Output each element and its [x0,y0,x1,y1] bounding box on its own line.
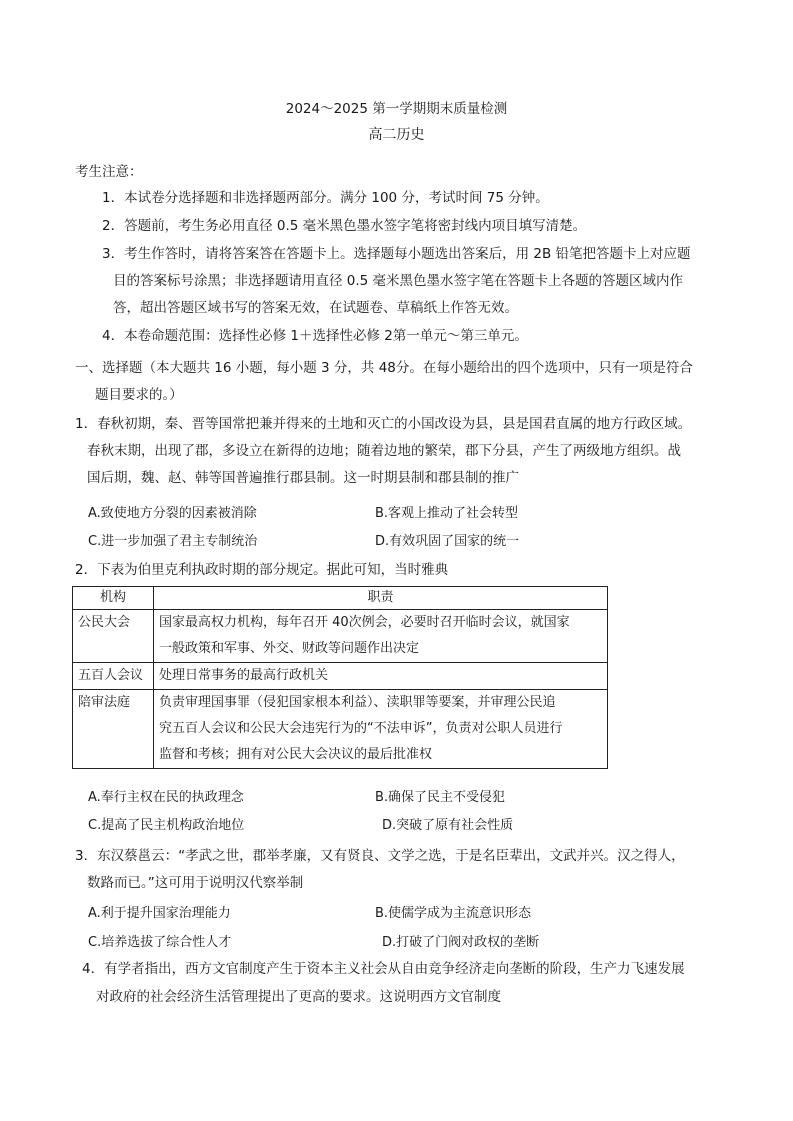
table-header-cell: 机构 [73,587,154,610]
table-row [73,690,608,769]
notice-item-cont: 目的答案标号涂黑；非选择题请用直径 0.5 毫米黑色墨水签字笔在答题卡上各题的答题区域内作 [113,273,684,289]
notice-item-cont: 答，超出答题区域书写的答案无效，在试题卷、草稿纸上作答无效。 [113,300,518,316]
org-cell: 五百人会议 [73,663,154,690]
org-cell: 陪审法庭 [73,690,154,769]
table-header-row [73,587,608,610]
question-1-stem: 国后期，魏、赵、韩等国普遍推行郡县制。这一时期县制和郡县制的推广 [87,470,519,486]
duty-cell [154,663,608,690]
regulation-table [72,586,608,769]
question-3-option-b[interactable]: B.使儒学成为主流意识形态 [375,906,532,921]
question-4-stem: 4．有学者指出，西方文官制度产生于资本主义社会从自由竞争经济走向垄断的阶段，生产力飞速发展 [82,961,685,977]
duty-line: 监督和考核；拥有对公民大会决议的最后批准权 [159,747,433,762]
exam-title: 2024～2025 第一学期期末质量检测 [285,101,508,117]
duty-line: 处理日常事务的最高行政机关 [159,668,329,683]
notice-heading: 考生注意： [75,164,143,180]
question-2-option-c[interactable]: C.提高了民主机构政治地位 [88,818,245,833]
section-heading: 一、选择题（本大题共 16 小题，每小题 3 分，共 48分。在每小题给出的四个选项中，只有一项是符合 [75,360,693,376]
exam-subject: 高二历史 [368,127,425,143]
question-2-stem: 2．下表为伯里克利执政时期的部分规定。据此可知，当时雅典 [75,562,449,578]
duty-line: 负责审理国事罪（侵犯国家根本利益）、渎职罪等要案，并审理公民追 [159,695,556,710]
notice-item: 2．答题前，考生务必用直径 0.5 毫米黑色墨水签字笔将密封线内项目填写清楚。 [102,218,587,234]
table-row [73,663,608,690]
notice-item: 4．本卷命题范围：选择性必修 1＋选择性必修 2第一单元～第三单元。 [102,328,528,344]
question-1-option-c[interactable]: C.进一步加强了君主专制统治 [88,534,258,549]
question-1-option-a[interactable]: A.致使地方分裂的因素被消除 [88,506,257,521]
question-3-option-c[interactable]: C.培养选拔了综合性人才 [88,935,232,950]
question-3-stem: 数路而已。”这可用于说明汉代察举制 [87,875,304,891]
question-2-option-d[interactable]: D.突破了原有社会性质 [382,818,514,833]
table-row [73,610,608,663]
section-heading-cont: 题目要求的。） [95,387,183,403]
question-4-stem: 对政府的社会经济生活管理提出了更高的要求。这说明西方文官制度 [96,989,501,1005]
org-cell: 公民大会 [73,610,154,663]
duty-line: 国家最高权力机构，每年召开 40次例会，必要时召开临时会议，就国家 [159,615,570,630]
notice-item: 3．考生作答时，请将答案答在答题卡上。选择题每小题选出答案后，用 2B 铅笔把答题卡上对应题 [102,246,691,262]
notice-item: 1．本试卷分选择题和非选择题两部分。满分 100 分，考试时间 75 分钟。 [102,190,549,206]
question-3-stem: 3．东汉蔡邕云：“孝武之世，郡举孝廉，又有贤良、文学之选，于是名臣辈出，文武并兴。汉之得人， [75,848,685,864]
question-1-option-b[interactable]: B.客观上推动了社会转型 [375,506,519,521]
question-1-stem: 1．春秋初期，秦、晋等国常把兼并得来的土地和灭亡的小国改设为县，县是国君直属的地方行政区域。 [75,416,692,432]
question-2-option-b[interactable]: B.确保了民主不受侵犯 [375,790,506,805]
question-1-option-d[interactable]: D.有效巩固了国家的统一 [375,534,520,549]
question-1-stem: 春秋末期，出现了郡，多设立在新得的边地；随着边地的繁荣，郡下分县，产生了两级地方组织。战 [87,443,681,459]
duty-line: 究五百人会议和公民大会违宪行为的“不法申诉”，负责对公职人员进行 [159,721,563,736]
duty-line: 一般政策和军事、外交、财政等问题作出决定 [159,641,420,656]
question-2-option-a[interactable]: A.奉行主权在民的执政理念 [88,790,244,805]
question-3-option-a[interactable]: A.利于提升国家治理能力 [88,906,231,921]
duty-cell [154,610,608,663]
question-3-option-d[interactable]: D.打破了门阀对政权的垄断 [382,935,540,950]
table-header-cell: 职责 [154,587,608,610]
duty-cell [154,690,608,769]
